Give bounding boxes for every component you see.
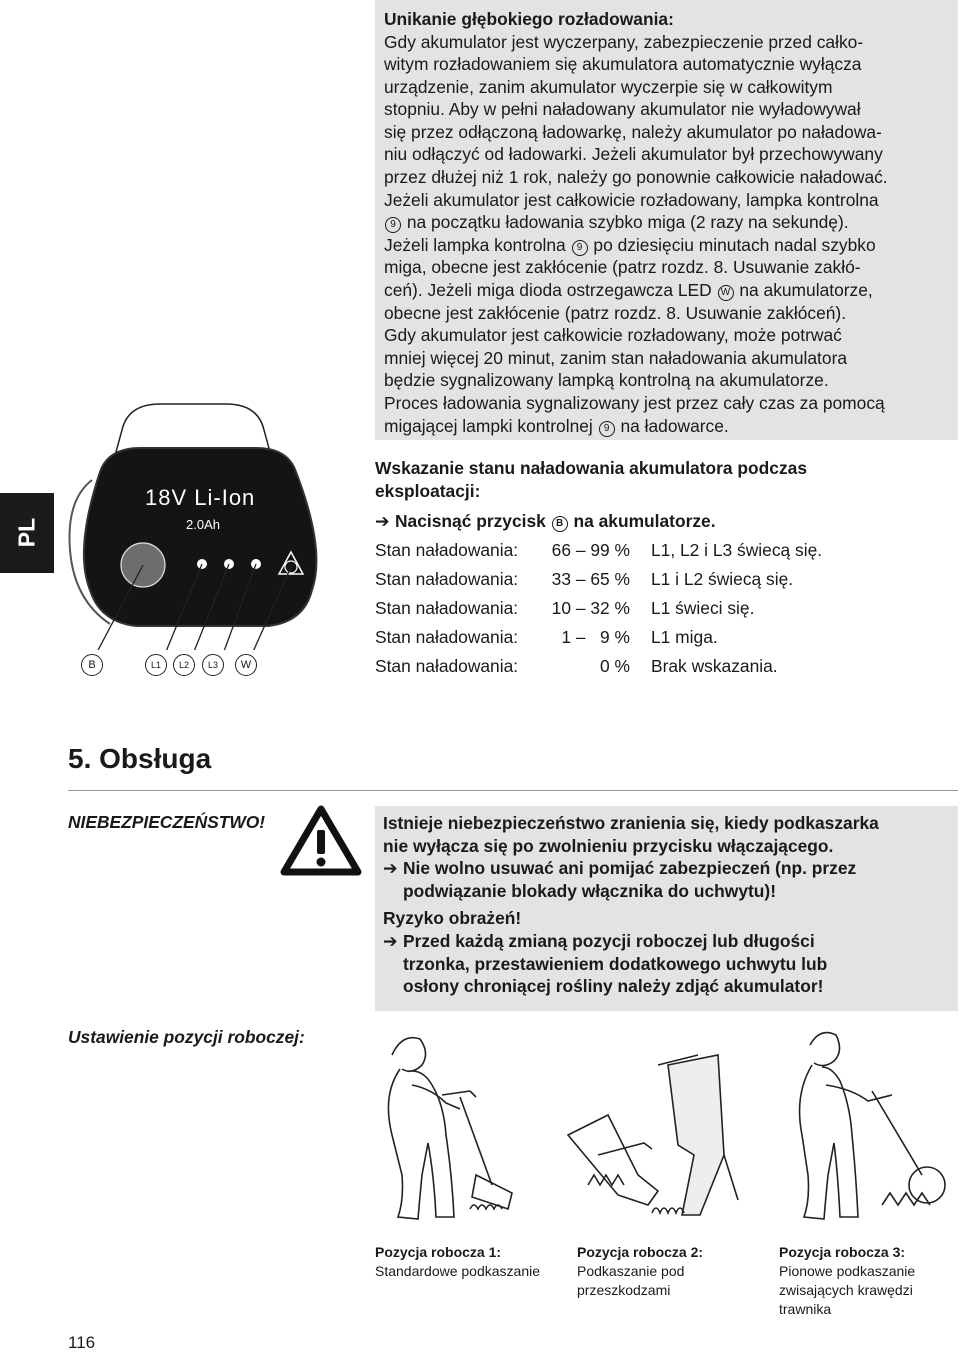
position-title: Pozycja robocza 1: (375, 1244, 502, 1260)
callout-w: W (235, 654, 257, 676)
deep-discharge-line: migającej lampki kontrolnej 9 na ładowarce. (384, 415, 729, 436)
deep-discharge-line: Gdy akumulator jest całkowicie rozładowany, może potrwać (384, 325, 842, 346)
battery-voltage-label: 18V Li-Ion (145, 485, 256, 510)
danger-bullet-cont: trzonka, przestawieniem dodatkowego uchwytu lub (403, 953, 828, 974)
danger-line: Istnieje niebezpieczeństwo zranienia się, kiedy podkaszarka (383, 813, 879, 833)
callout-b: B (81, 654, 103, 676)
charge-row-value: 0 % (600, 656, 630, 676)
callout-l3: L3 (202, 654, 224, 676)
deep-discharge-line: Proces ładowania sygnalizowany jest przez cały czas za pomocą (384, 393, 885, 413)
deep-discharge-line: niu odłączyć od ładowarki. Jeżeli akumulator był przechowywany (384, 144, 883, 165)
position-desc: Pionowe podkaszanie (779, 1263, 916, 1279)
deep-discharge-line: mniej więcej 20 minut, zanim stan naładowania akumulatora (384, 347, 848, 368)
deep-discharge-line: obecne jest zakłócenie (patrz rozdz. 8. Usuwanie zakłóceń). (384, 302, 847, 323)
position-3-caption (779, 1243, 959, 1319)
position-title: Pozycja robocza 2: (577, 1244, 704, 1260)
arrow-right-icon: ➔ (383, 930, 398, 951)
position-desc: Podkaszanie pod (577, 1263, 685, 1279)
danger-line: nie wyłącza się po zwolnieniu przycisku włączającego. (383, 835, 834, 856)
charge-row-label: Stan naładowania: (375, 540, 519, 560)
danger-risk: Ryzyko obrażeń! (383, 908, 522, 929)
charge-row-value: 33 – 65 % (551, 569, 630, 589)
button-ref-circle: B (552, 516, 568, 532)
battery-capacity-label: 2.0Ah (186, 517, 220, 532)
callout-l2: L2 (173, 654, 195, 676)
deep-discharge-line: stopniu. Aby w pełni naładowany akumulator nie wyładowywał (384, 99, 861, 120)
reference-circle: 9 (572, 240, 588, 256)
charge-row-value: 10 – 32 % (551, 598, 630, 618)
danger-bullet-cont: podwiązanie blokady włącznika do uchwytu)! (403, 880, 776, 901)
deep-discharge-line: ceń). Jeżeli miga dioda ostrzegawcza LED W na akumulatorze, (384, 280, 873, 301)
warning-triangle-icon (280, 804, 362, 876)
battery-panel (84, 448, 317, 626)
position-desc: zwisających krawędzi (779, 1282, 913, 1298)
charge-row-label: Stan naładowania: (375, 598, 519, 618)
page-number: 116 (68, 1333, 96, 1352)
deep-discharge-line: miga, obecne jest zakłócenie (patrz rozdz. 8. Usuwanie zakłó- (384, 257, 861, 278)
callout-l1: L1 (145, 654, 167, 676)
deep-discharge-line: przez dłużej niż 1 rok, należy go ponownie całkowicie naładować. (384, 167, 888, 188)
danger-bullet-cont: osłony chroniącej rośliny należy zdjąć akumulator! (403, 976, 824, 997)
language-tab (0, 493, 54, 573)
deep-discharge-line: będzie sygnalizowany lampką kontrolną na akumulatorze. (384, 370, 829, 391)
work-position-label: Ustawienie pozycji roboczej: (68, 1027, 305, 1047)
indicator-step-text: Nacisnąć przycisk (395, 511, 551, 531)
charge-row-label: Stan naładowania: (375, 569, 519, 589)
charge-row-state: L1 i L2 świecą się. (651, 569, 794, 589)
indicator-heading (375, 457, 807, 502)
danger-text (383, 812, 879, 998)
indicator-heading-line2: eksploatacji: (375, 480, 481, 501)
indicator-step (375, 510, 716, 533)
reference-circle: 9 (385, 217, 401, 233)
indicator-heading-line1: Wskazanie stanu naładowania akumulatora podczas (375, 458, 807, 478)
work-position-2-illustration (548, 1025, 748, 1225)
reference-circle: 9 (599, 421, 615, 437)
deep-discharge-line: Jeżeli lampka kontrolna 9 po dziesięciu minutach nadal szybko (384, 234, 876, 255)
language-tab-label: PL (13, 517, 40, 548)
charge-row-state: L1 świeci się. (651, 598, 755, 618)
reference-circle: W (718, 285, 734, 301)
deep-discharge-box (375, 0, 958, 440)
position-desc: przeszkodzami (577, 1282, 671, 1298)
section-title: 5. Obsługa (68, 743, 212, 774)
deep-discharge-line: Jeżeli akumulator jest całkowicie rozładowany, lampka kontrolna (384, 189, 879, 210)
deep-discharge-text (384, 31, 888, 438)
arrow-right-icon: ➔ (375, 511, 390, 531)
deep-discharge-line: się przez odłączoną ładowarkę, należy akumulator po naładowa- (384, 121, 882, 142)
position-title: Pozycja robocza 3: (779, 1244, 906, 1260)
charge-row-value: 1 – 9 % (561, 627, 630, 647)
charge-row-label: Stan naładowania: (375, 656, 519, 676)
danger-label: NIEBEZPIECZEŃSTWO! (68, 812, 266, 832)
danger-bullet: ➔ Nie wolno usuwać ani pomijać zabezpieczeń (np. przez (383, 858, 857, 879)
position-1-caption (375, 1243, 555, 1281)
deep-discharge-heading: Unikanie głębokiego rozładowania: (384, 9, 674, 29)
charge-row-value: 66 – 99 % (551, 540, 630, 560)
charge-row-label: Stan naładowania: (375, 627, 519, 647)
position-desc: trawnika (779, 1301, 832, 1317)
charge-row-state: L1 miga. (651, 627, 718, 647)
indicator-step-text-end: na akumulatorze. (568, 511, 716, 531)
deep-discharge-line: urządzenie, zanim akumulator wyczerpie się w całkowitym (384, 76, 833, 97)
charge-row-state: L1, L2 i L3 świecą się. (651, 540, 823, 560)
deep-discharge-line: Gdy akumulator jest wyczerpany, zabezpieczenie przed całko- (384, 31, 864, 52)
arrow-right-icon: ➔ (383, 858, 398, 879)
danger-bullet: ➔ Przed każdą zmianą pozycji roboczej lub długości (383, 930, 815, 951)
work-position-1-illustration (372, 1025, 532, 1225)
work-position-3-illustration (772, 1025, 952, 1225)
deep-discharge-line: 9 na początku ładowania szybko miga (2 razy na sekundę). (384, 211, 888, 234)
danger-box (375, 806, 958, 1011)
charge-row-state: Brak wskazania. (651, 656, 778, 676)
deep-discharge-line: witym rozładowaniem się akumulatora automatycznie wyłącza (384, 54, 862, 75)
battery-pack-top (116, 404, 270, 452)
position-2-caption (577, 1243, 757, 1300)
section-divider (68, 790, 958, 791)
position-desc: Standardowe podkaszanie (375, 1263, 541, 1279)
